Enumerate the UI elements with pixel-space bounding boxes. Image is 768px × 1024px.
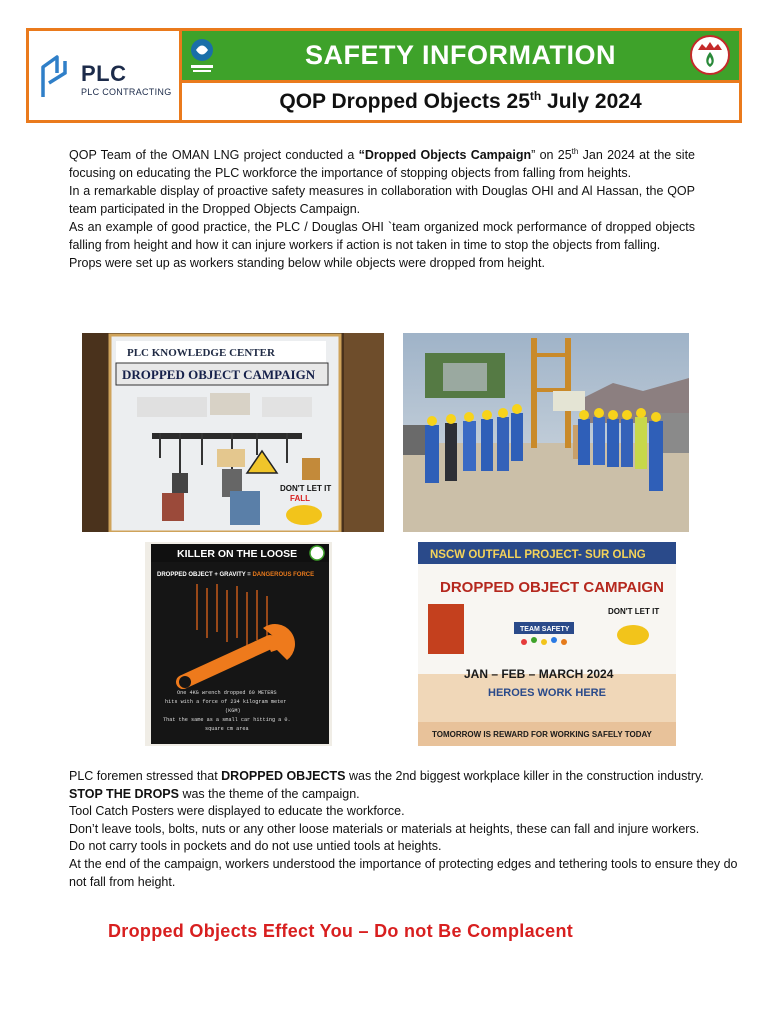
oman-lng-logo-icon	[689, 34, 731, 76]
banner-dont-let-it: DON'T LET IT	[608, 607, 660, 616]
photo-killer-poster	[145, 542, 332, 746]
bottom-line-3: Tool Catch Posters were displayed to educate the workforce.	[69, 804, 405, 819]
bottom-text	[69, 768, 749, 891]
knowledge-fall: FALL	[290, 494, 310, 503]
bottom-line-2: STOP THE DROPS was the theme of the campaign.	[69, 786, 360, 801]
subtitle-bar	[182, 83, 739, 120]
intro-text	[69, 143, 695, 272]
banner-team-safety: TEAM SAFETY	[520, 626, 570, 633]
killer-formula: DROPPED OBJECT + GRAVITY = DANGEROUS FORCE	[157, 572, 315, 578]
header-right	[182, 31, 739, 120]
killer-caption-1: One 4KG wrench dropped 60 METERS	[177, 690, 277, 696]
photo-site-workers	[403, 333, 689, 532]
banner-project: NSCW OUTFALL PROJECT- SUR OLNG	[430, 549, 646, 561]
killer-caption-5: square cm area	[205, 726, 249, 732]
page-subtitle: QOP Dropped Objects 25th July 2024	[279, 89, 642, 113]
killer-caption-2: hits with a force of 234 kilogram meter	[165, 699, 287, 705]
logo-subtitle: PLC CONTRACTING	[81, 87, 172, 97]
bottom-line-5: Do not carry tools in pockets and do not use untied tools at heights.	[69, 839, 442, 854]
plc-logo-mark-icon	[39, 53, 75, 101]
banner-tomorrow: TOMORROW IS REWARD FOR WORKING SAFELY TODAY	[432, 730, 652, 739]
intro-paragraph-3: As an example of good practice, the PLC / Douglas OHI `team organized mock performance of dropped objects falling from height and how it can injure workers if action is not taken in time to stop the objects from falling.	[69, 220, 695, 253]
title-banner	[182, 31, 739, 83]
killer-caption-3: (KGM)	[225, 708, 241, 714]
plc-logo	[29, 31, 182, 120]
logo-name: PLC	[81, 61, 127, 86]
page-title: SAFETY INFORMATION	[305, 40, 616, 70]
safety-slogan: Dropped Objects Effect You – Do not Be Complacent	[108, 921, 574, 941]
killer-caption-4: That the same as a small car hitting a 0.	[163, 717, 291, 723]
intro-paragraph-2: In a remarkable display of proactive safety measures in collaboration with Douglas OHI and Al Hassan, the QOP team participated in the Dropped Objects Campaign.	[69, 184, 695, 217]
company-emblem-icon	[187, 37, 217, 75]
banner-months: JAN – FEB – MARCH 2024	[464, 667, 614, 681]
bottom-line-4: Don’t leave tools, bolts, nuts or any other loose materials or materials at heights, these can fall and injure workers.	[69, 821, 700, 836]
photo-knowledge-center	[82, 333, 384, 532]
bottom-line-6: At the end of the campaign, workers understood the importance of protecting edges and tethering tools to ensure they do not fall from height.	[69, 856, 738, 889]
bottom-line-1: PLC foremen stressed that DROPPED OBJECTS was the 2nd biggest workplace killer in the construction industry.	[69, 769, 704, 783]
banner-campaign-title: DROPPED OBJECT CAMPAIGN	[440, 579, 664, 596]
killer-title: KILLER ON THE LOOSE	[177, 548, 298, 560]
photo-campaign-banner	[418, 542, 676, 746]
intro-paragraph-1: QOP Team of the OMAN LNG project conducted a “Dropped Objects Campaign” on 25th Jan 2024 at the site focusing on educating the PLC workforce the importance of stopping objects from falling from heights.	[69, 147, 695, 181]
knowledge-campaign-title: DROPPED OBJECT CAMPAIGN	[122, 367, 316, 382]
knowledge-dont-let-it: DON'T LET IT	[280, 484, 332, 493]
intro-paragraph-4: Props were set up as workers standing below while objects were dropped from height.	[69, 256, 545, 271]
document-header	[26, 28, 742, 123]
knowledge-center-header: PLC KNOWLEDGE CENTER	[127, 347, 275, 359]
banner-heroes: HEROES WORK HERE	[488, 687, 606, 699]
